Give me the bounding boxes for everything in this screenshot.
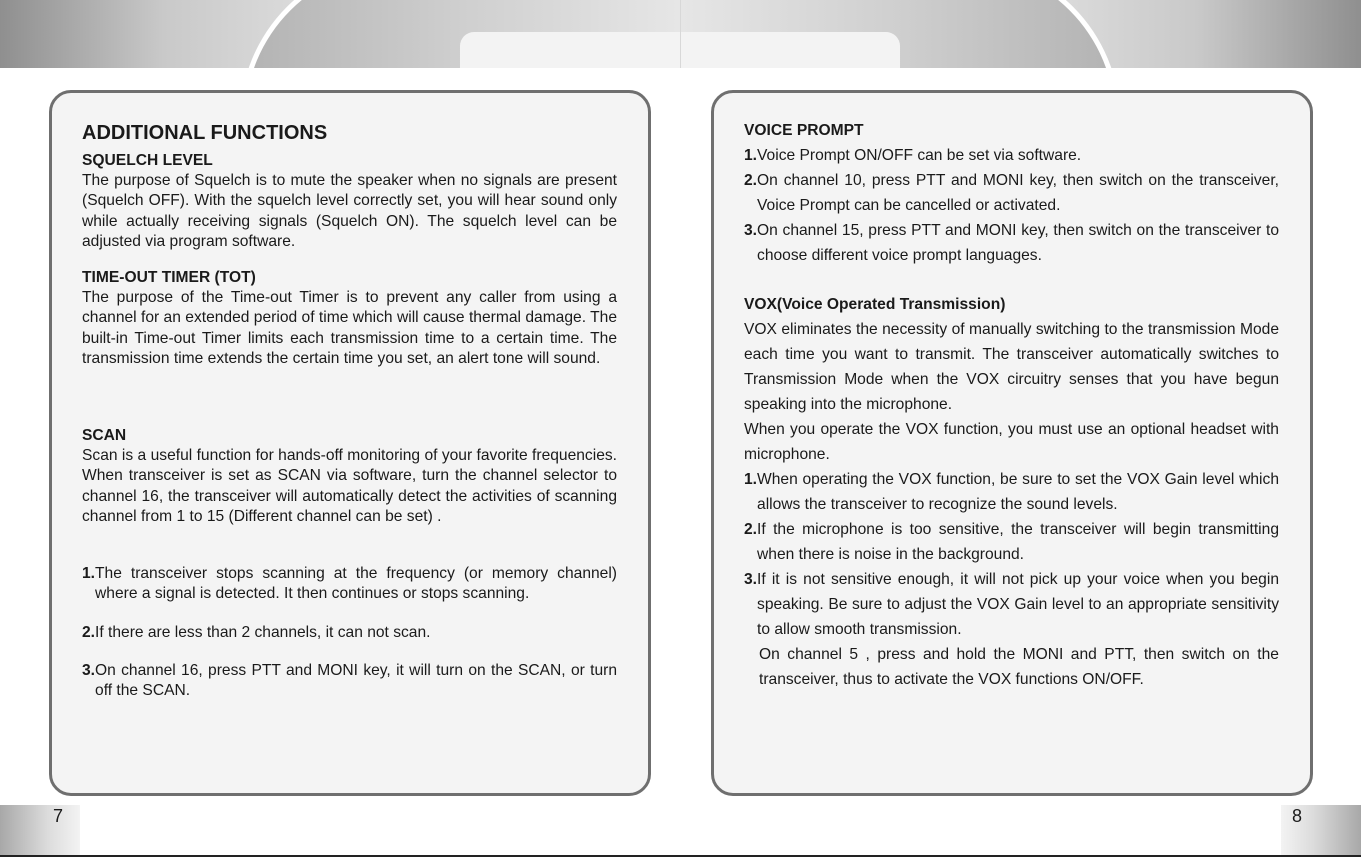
voice-item-1 — [744, 143, 1279, 168]
scan-item-1 — [82, 564, 617, 604]
scan-item-2 — [82, 623, 617, 643]
scan-heading: SCAN — [82, 427, 127, 444]
tot-heading: TIME-OUT TIMER (TOT) — [82, 269, 256, 286]
vox-section — [744, 292, 1279, 692]
footer-left-band — [0, 805, 80, 857]
scan-item-3-text: On channel 16, press PTT and MONI key, it will turn on the SCAN, or turn off the SCAN. — [95, 662, 617, 700]
page-title: ADDITIONAL FUNCTIONS — [82, 122, 328, 144]
scan-item-2-text: If there are less than 2 channels, it can not scan. — [95, 624, 431, 641]
tot-body: The purpose of the Time-out Timer is to prevent any caller from using a channel for an extended period of time which will cause thermal damage. The built-in Time-out Timer limits each transmission time to a certain time. The transmission time extends the certain time you set, an alert tone will sound. — [82, 289, 617, 367]
vox-item-3-number: 3. — [744, 571, 758, 588]
vox-item-2-number: 2. — [744, 521, 758, 538]
page-number-right: 8 — [1291, 806, 1302, 826]
vox-item-3-text: If it is not sensitive enough, it will not pick up your voice when you begin speaking. Be sure to adjust the VOX Gain level to an appropriate sensitivity to allow smooth transmission. — [757, 571, 1279, 638]
page-number-left: 7 — [53, 806, 64, 826]
vox-item-1 — [744, 467, 1279, 517]
vox-item-2 — [744, 517, 1279, 567]
vox-paragraph-1: VOX eliminates the necessity of manually switching to the transmission Mode each time you want to transmit. The transceiver automatically switches to Transmission Mode when the VOX circuitry senses that you have begun speaking into the microphone. — [744, 321, 1279, 413]
squelch-section — [82, 151, 617, 252]
scan-item-2-number: 2. — [82, 624, 96, 641]
voice-item-1-number: 1. — [744, 147, 758, 164]
voice-item-2 — [744, 168, 1279, 218]
scan-item-3 — [82, 661, 617, 701]
left-page-title — [82, 121, 617, 145]
vox-item-3 — [744, 567, 1279, 642]
voice-item-1-text: Voice Prompt ON/OFF can be set via software. — [757, 147, 1082, 164]
voice-prompt-heading: VOICE PROMPT — [744, 122, 864, 139]
squelch-heading: SQUELCH LEVEL — [82, 152, 213, 169]
voice-item-2-number: 2. — [744, 172, 758, 189]
voice-prompt-section — [744, 118, 1279, 268]
vox-paragraph-2: When you operate the VOX function, you must use an optional headset with microphone. — [744, 421, 1279, 463]
page-spine — [680, 0, 681, 68]
vox-closing-note: On channel 5 , press and hold the MONI and PTT, then switch on the transceiver, thus to activate the VOX functions ON/OFF. — [759, 646, 1279, 688]
scan-item-3-number: 3. — [82, 662, 96, 679]
vox-item-1-text: When operating the VOX function, be sure to set the VOX Gain level which allows the transceiver to recognize the sound levels. — [757, 471, 1279, 513]
scan-section — [82, 426, 617, 527]
voice-item-3-text: On channel 15, press PTT and MONI key, then switch on the transceiver to choose different voice prompt languages. — [757, 222, 1279, 264]
voice-item-3 — [744, 218, 1279, 268]
tot-section — [82, 268, 617, 369]
scan-body: Scan is a useful function for hands-off monitoring of your favorite frequencies. When transceiver is set as SCAN via software, turn the channel selector to channel 16, the transceiver will automatically detect the activities of scanning channel from 1 to 15 (Different channel can be set) . — [82, 447, 617, 525]
vox-heading: VOX(Voice Operated Transmission) — [744, 296, 1006, 313]
scan-item-1-text: The transceiver stops scanning at the frequency (or memory channel) where a signal is detected. It then continues or stops scanning. — [95, 565, 617, 603]
voice-item-2-text: On channel 10, press PTT and MONI key, then switch on the transceiver, Voice Prompt can be cancelled or activated. — [757, 172, 1279, 214]
squelch-body: The purpose of Squelch is to mute the speaker when no signals are present (Squelch OFF). With the squelch level correctly set, you will hear sound only while actually receiving signals (Squelch ON). The squelch level can be adjusted via program software. — [82, 172, 617, 250]
scan-item-1-number: 1. — [82, 565, 96, 582]
vox-item-2-text: If the microphone is too sensitive, the transceiver will begin transmitting when there is noise in the background. — [757, 521, 1279, 563]
voice-item-3-number: 3. — [744, 222, 758, 239]
vox-item-1-number: 1. — [744, 471, 758, 488]
